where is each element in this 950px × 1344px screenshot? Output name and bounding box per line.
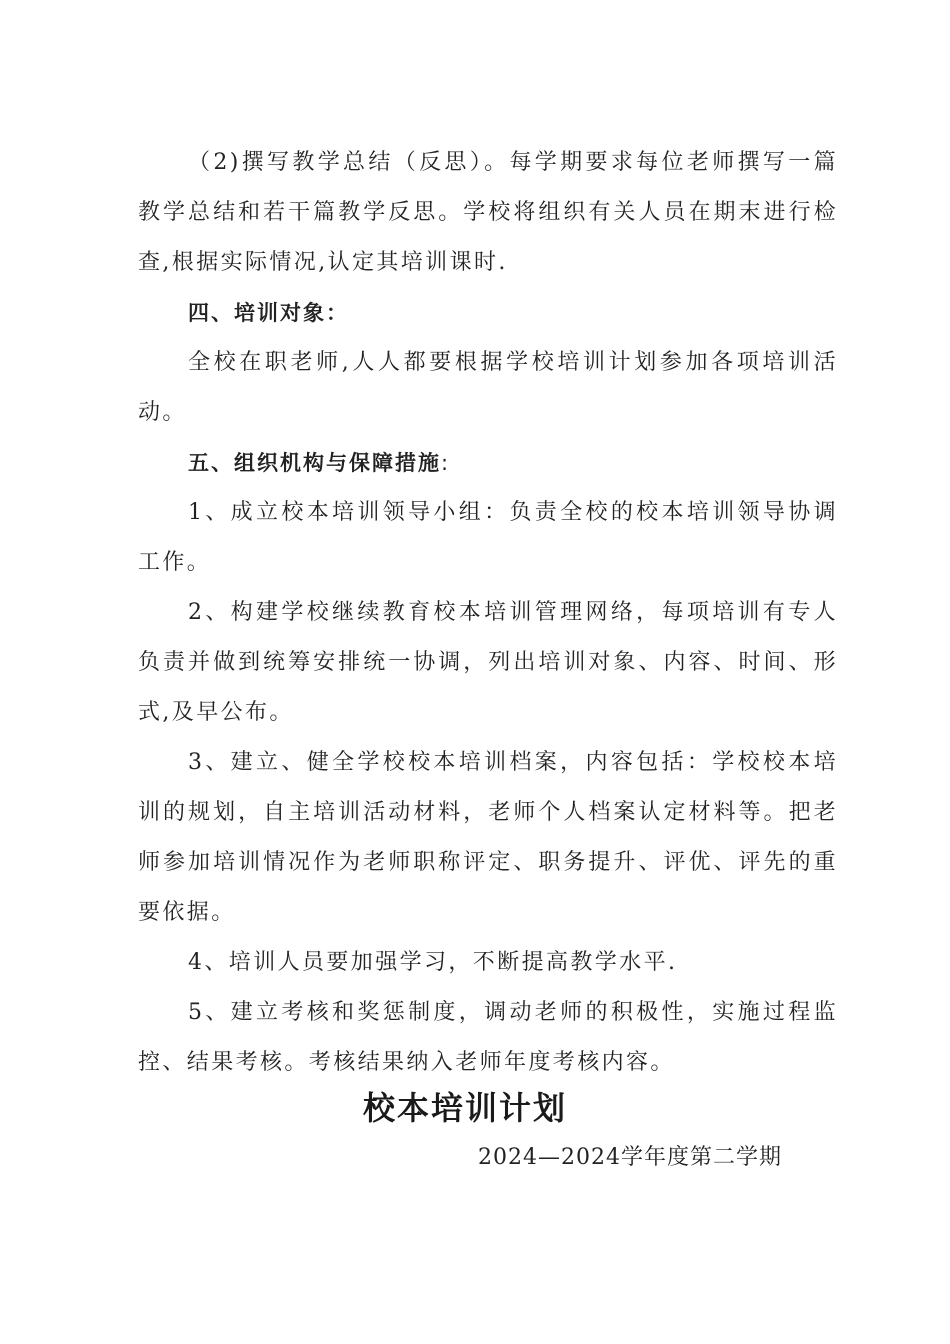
list-item-4: 4、培训人员要加强学习，不断提高教学水平. <box>188 950 678 975</box>
section-heading-organization <box>138 438 838 488</box>
list-item-1: 1、成立校本培训领导小组：负责全校的校本培训领导协调工作。 <box>138 500 838 575</box>
paragraph-training-targets: 全校在职老师,人人都要根据学校培训计划参加各项培训活动。 <box>138 350 838 425</box>
body-text <box>138 138 838 1088</box>
section-heading-organization-colon: : <box>441 451 451 475</box>
document-subtitle: 2024—2024学年度第二学期 <box>478 1145 782 1170</box>
paragraph-teaching-summary: （2)撰写教学总结（反思）。每学期要求每位老师撰写一篇教学总结和若干篇教学反思。学校将组织有关人员在期末进行检查,根据实际情况,认定其培训课时. <box>138 150 838 275</box>
section-heading-organization-text: 五、组织机构与保障措施 <box>188 451 441 475</box>
section-heading-training-targets: 四、培训对象： <box>188 301 349 325</box>
list-item-3: 3、建立、健全学校校本培训档案，内容包括：学校校本培训的规划，自主培训活动材料，老师个人档案认定材料等。把老师参加培训情况作为老师职称评定、职务提升、评优、评先的重要依据。 <box>138 750 838 925</box>
list-item-5: 5、建立考核和奖惩制度，调动老师的积极性，实施过程监控、结果考核。考核结果纳入老师年度考核内容。 <box>138 1000 838 1075</box>
list-item-2: 2、构建学校继续教育校本培训管理网络，每项培训有专人负责并做到统筹安排统一协调，列出培训对象、内容、时间、形式,及早公布。 <box>138 600 838 725</box>
document-title: 校本培训计划 <box>362 1089 567 1127</box>
